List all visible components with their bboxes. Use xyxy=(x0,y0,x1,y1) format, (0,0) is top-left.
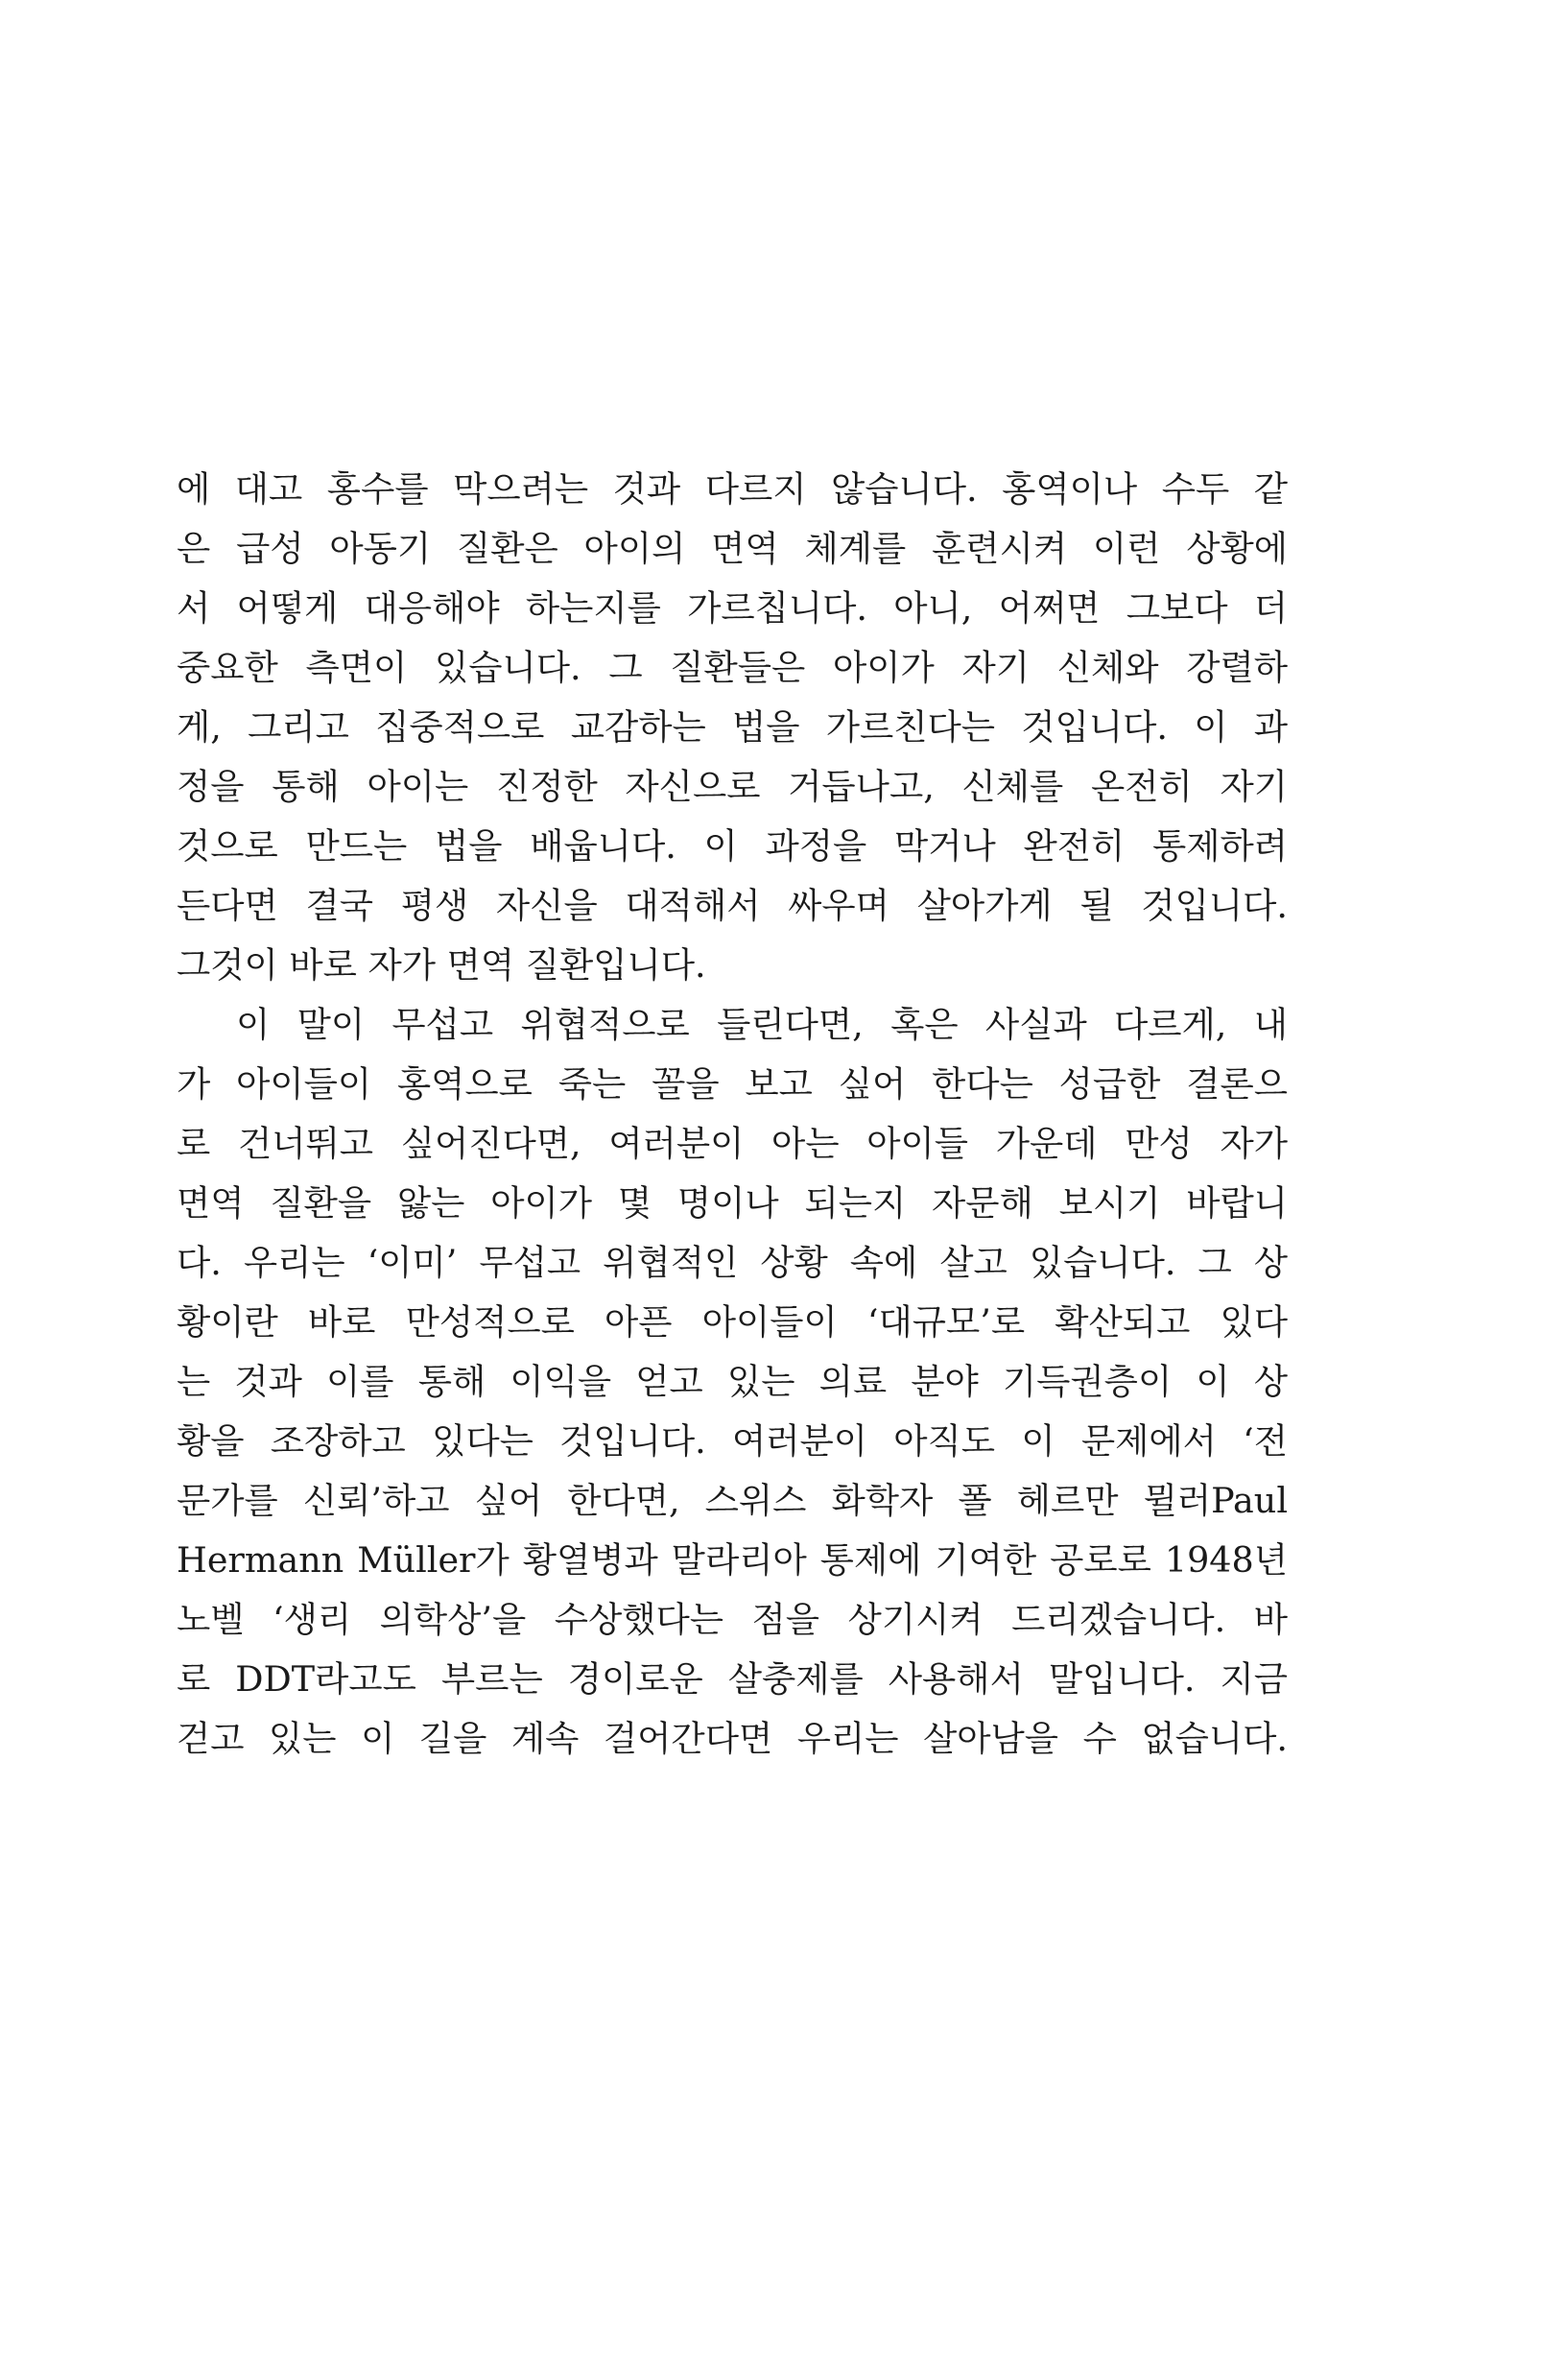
text-line: 게, 그리고 집중적으로 교감하는 법을 가르친다는 것입니다. 이 과 xyxy=(177,706,1288,748)
text-line: 정을 통해 아이는 진정한 자신으로 거듭나고, 신체를 온전히 자기 xyxy=(177,766,1288,807)
text-line: 에 대고 홍수를 막으려는 것과 다르지 않습니다. 홍역이나 수두 같 xyxy=(177,468,1288,510)
text-line: 은 급성 아동기 질환은 아이의 면역 체계를 훈련시켜 이런 상황에 xyxy=(177,528,1288,569)
text-line: 든다면 결국 평생 자신을 대적해서 싸우며 살아가게 될 것입니다. xyxy=(177,885,1288,926)
text-line: 면역 질환을 앓는 아이가 몇 명이나 되는지 자문해 보시기 바랍니 xyxy=(177,1182,1288,1224)
text-line: 다. 우리는 ‘이미’ 무섭고 위협적인 상황 속에 살고 있습니다. 그 상 xyxy=(177,1242,1288,1283)
text-line: Hermann Müller가 황열병과 말라리아 통제에 기여한 공로로 1948년 xyxy=(177,1539,1288,1581)
text-line: 걷고 있는 이 길을 계속 걸어간다면 우리는 살아남을 수 없습니다. xyxy=(177,1718,1288,1759)
text-line: 노벨 ‘생리 의학상’을 수상했다는 점을 상기시켜 드리겠습니다. 바 xyxy=(177,1599,1288,1640)
text-line: 이 말이 무섭고 위협적으로 들린다면, 혹은 사실과 다르게, 내 xyxy=(236,1004,1288,1045)
text-line: 가 아이들이 홍역으로 죽는 꼴을 보고 싶어 한다는 성급한 결론으 xyxy=(177,1063,1288,1105)
text-line: 황이란 바로 만성적으로 아픈 아이들이 ‘대규모’로 확산되고 있다 xyxy=(177,1301,1288,1343)
text-line: 중요한 측면이 있습니다. 그 질환들은 아이가 자기 신체와 강렬하 xyxy=(177,647,1288,688)
text-line: 문가를 신뢰’하고 싶어 한다면, 스위스 화학자 폴 헤르만 뮐러Paul xyxy=(177,1480,1288,1521)
text-line: 로 건너뛰고 싶어진다면, 여러분이 아는 아이들 가운데 만성 자가 xyxy=(177,1123,1288,1164)
text-line: 서 어떻게 대응해야 하는지를 가르칩니다. 아니, 어쩌면 그보다 더 xyxy=(177,587,1288,629)
text-line: 로 DDT라고도 부르는 경이로운 살충제를 사용해서 말입니다. 지금 xyxy=(177,1658,1288,1700)
text-line: 그것이 바로 자가 면역 질환입니다. xyxy=(177,944,706,986)
text-line: 황을 조장하고 있다는 것입니다. 여러분이 아직도 이 문제에서 ‘전 xyxy=(177,1420,1288,1462)
text-line: 것으로 만드는 법을 배웁니다. 이 과정을 막거나 완전히 통제하려 xyxy=(177,825,1288,867)
text-line: 는 것과 이를 통해 이익을 얻고 있는 의료 분야 기득권층이 이 상 xyxy=(177,1361,1288,1402)
